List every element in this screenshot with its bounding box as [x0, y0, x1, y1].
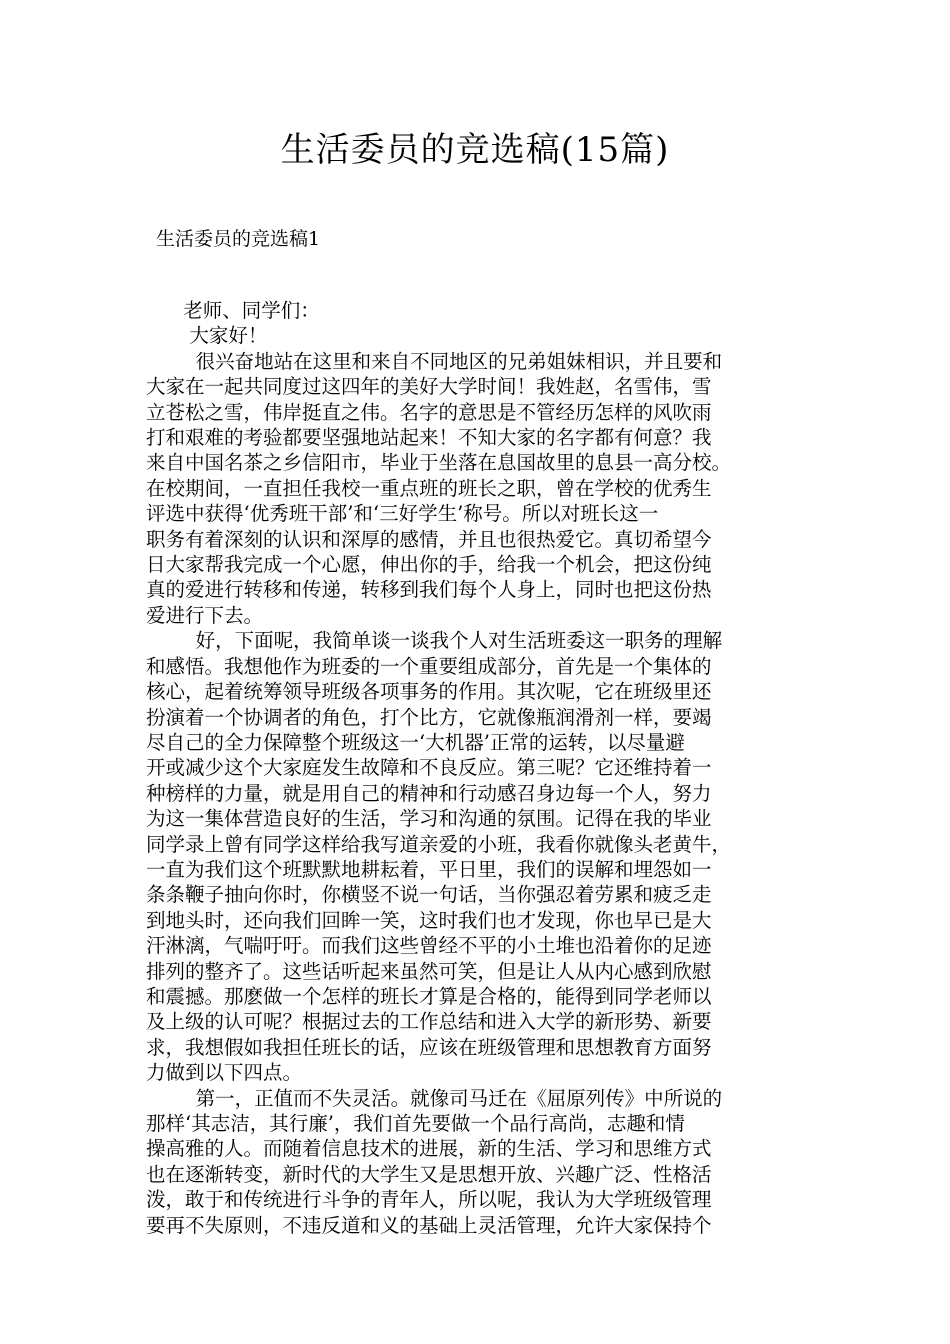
body-line: 为这一集体营造良好的生活，学习和沟通的氛围。记得在我的毕业: [146, 807, 712, 831]
body-line: 立苍松之雪，伟岸挺直之伟。名字的意思是不管经历怎样的风吹雨: [146, 400, 712, 424]
body-line: 大家好！: [146, 324, 268, 348]
body-line: 评选中获得‘优秀班干部’和‘三好学生’称号。所以对班长这一: [146, 502, 659, 526]
body-line: 条条鞭子抽向你时，你横竖不说一句话，当你强忍着劳累和疲乏走: [146, 883, 712, 907]
body-line: 日大家帮我完成一个心愿，伸出你的手，给我一个机会，把这份纯: [146, 553, 712, 577]
body-line: 好，下面呢，我简单谈一谈我个人对生活班委这一职务的理解: [146, 629, 723, 653]
body-line: 和感悟。我想他作为班委的一个重要组成部分，首先是一个集体的: [146, 654, 712, 678]
section-title: 生活委员的竞选稿1: [156, 228, 321, 250]
body-line: 也在逐渐转变，新时代的大学生又是思想开放、兴趣广泛、性格活: [146, 1162, 712, 1186]
body-line: 职务有着深刻的认识和深厚的感情，并且也很热爱它。真切希望今: [146, 527, 712, 551]
body-line: 排列的整齐了。这些话听起来虽然可笑，但是让人从内心感到欣慰: [146, 959, 712, 983]
document-title: 生活委员的竞选稿(15篇): [280, 130, 670, 170]
body-line: 同学录上曾有同学这样给我写道亲爱的小班，我看你就像头老黄牛，: [146, 832, 732, 856]
body-line: 开或减少这个大家庭发生故障和不良反应。第三呢？它还维持着一: [146, 756, 712, 780]
body-line: 泼，敢于和传统进行斗争的青年人，所以呢，我认为大学班级管理: [146, 1188, 712, 1212]
body-line: 很兴奋地站在这里和来自不同地区的兄弟姐妹相识，并且要和: [146, 349, 723, 373]
body-line: 核心，起着统筹领导班级各项事务的作用。其次呢，它在班级里还: [146, 680, 712, 704]
body-line: 在校期间，一直担任我校一重点班的班长之职，曾在学校的优秀生: [146, 476, 712, 500]
body-line: 打和艰难的考验都要坚强地站起来！不知大家的名字都有何意？我: [146, 426, 712, 450]
body-line: 种榜样的力量，就是用自己的精神和行动感召身边每一个人，努力: [146, 781, 712, 805]
body-line: 力做到以下四点。: [146, 1061, 303, 1085]
body-line: 那样‘其志洁，其行廉’，我们首先要做一个品行高尚，志趣和情: [146, 1112, 685, 1135]
body-line: 要再不失原则，不违反道和义的基础上灵活管理，允许大家保持个: [146, 1213, 712, 1237]
body-line: 老师、同学们：: [146, 299, 320, 322]
body-line: 操高雅的人。而随着信息技术的进展，新的生活、学习和思维方式: [146, 1137, 712, 1161]
body-line: 真的爱进行转移和传递，转移到我们每个人身上，同时也把这份热: [146, 578, 712, 602]
body-line: 及上级的认可呢？根据过去的工作总结和进入大学的新形势、新要: [146, 1010, 712, 1034]
body-line: 求，我想假如我担任班长的话，应该在班级管理和思想教育方面努: [146, 1035, 712, 1059]
body-line: 第一，正值而不失灵活。就像司马迁在《屈原列传》中所说的: [146, 1086, 723, 1110]
body-line: 扮演着一个协调者的角色，打个比方，它就像瓶润滑剂一样，要竭: [146, 705, 712, 729]
body-line: 爱进行下去。: [146, 603, 264, 627]
body-line: 尽自己的全力保障整个班级这一‘大机器’正常的运转，以尽量避: [146, 730, 685, 754]
body-line: 来自中国名茶之乡信阳市，毕业于坐落在息国故里的息县一高分校。: [146, 451, 732, 475]
body-line: 和震撼。那麽做一个怎样的班长才算是合格的，能得到同学老师以: [146, 984, 712, 1008]
body-line: 大家在一起共同度过这四年的美好大学时间！我姓赵，名雪伟，雪: [146, 375, 712, 399]
body-text: [146, 298, 810, 1238]
body-line: 一直为我们这个班默默地耕耘着，平日里，我们的误解和埋怨如一: [146, 857, 712, 881]
body-line: 汗淋漓，气喘吁吁。而我们这些曾经不平的小土堆也沿着你的足迹: [146, 934, 712, 958]
body-line: 到地头时，还向我们回眸一笑，这时我们也才发现，你也早已是大: [146, 908, 712, 932]
